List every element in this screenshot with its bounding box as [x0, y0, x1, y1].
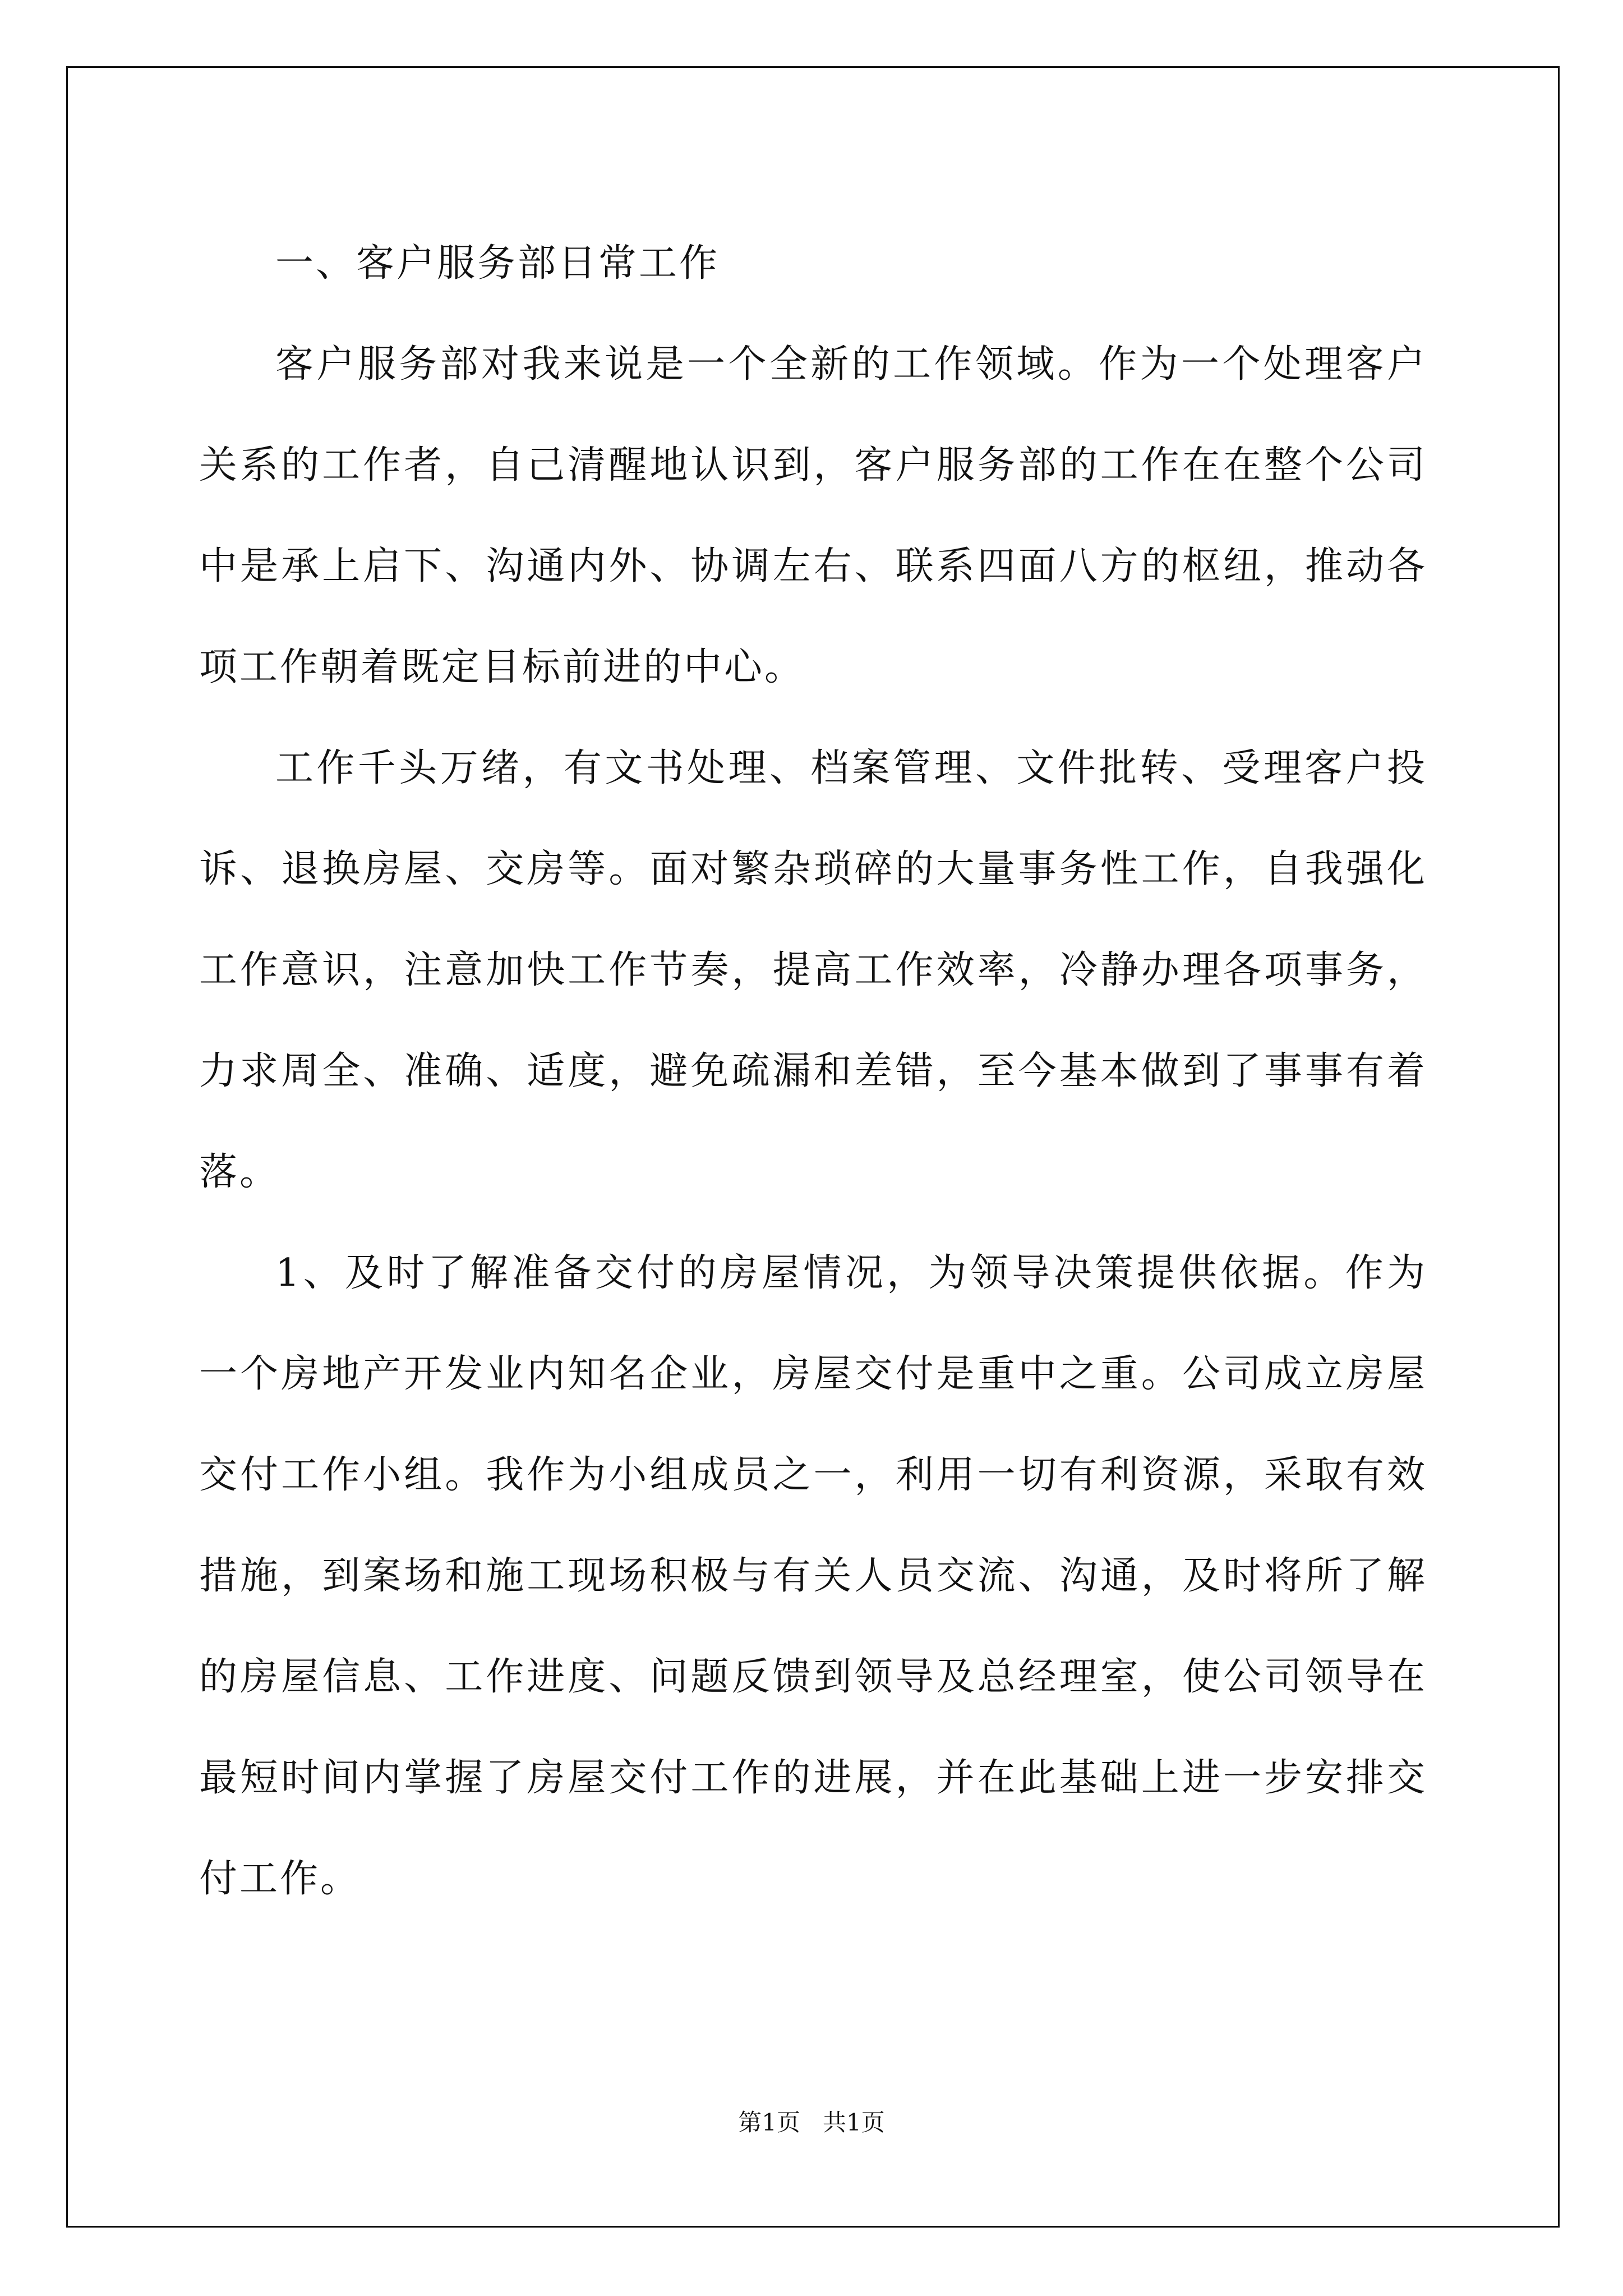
section-heading: 一、客户服务部日常工作 [275, 241, 720, 286]
paragraph: 客户服务部对我来说是一个全新的工作领域。作为一个处理客户关系的工作者，自己清醒地认识到，客户服务部的工作在在整个公司中是承上启下、沟通内外、协调左右、联系四面八方的枢纽，推动各项工作朝着既定目标前进的中心。 [199, 342, 1427, 689]
paragraph: 1、及时了解准备交付的房屋情况，为领导决策提供依据。作为一个房地产开发业内知名企业，房屋交付是重中之重。公司成立房屋交付工作小组。我作为小组成员之一，利用一切有利资源，采取有效措施，到案场和施工现场积极与有关人员交流、沟通，及时将所了解的房屋信息、工作进度、问题反馈到领导及总经理室，使公司领导在最短时间内掌握了房屋交付工作的进展，并在此基础上进一步安排交付工作。 [199, 1251, 1427, 1901]
page-number-footer: 第1页 共1页 [738, 2109, 885, 2136]
paragraph: 工作千头万绪，有文书处理、档案管理、文件批转、受理客户投诉、退换房屋、交房等。面对繁杂琐碎的大量事务性工作，自我强化工作意识，注意加快工作节奏，提高工作效率，冷静办理各项事务，力求周全、准确、适度，避免疏漏和差错，至今基本做到了事事有着落。 [199, 746, 1427, 1194]
document-body [199, 213, 1427, 1930]
